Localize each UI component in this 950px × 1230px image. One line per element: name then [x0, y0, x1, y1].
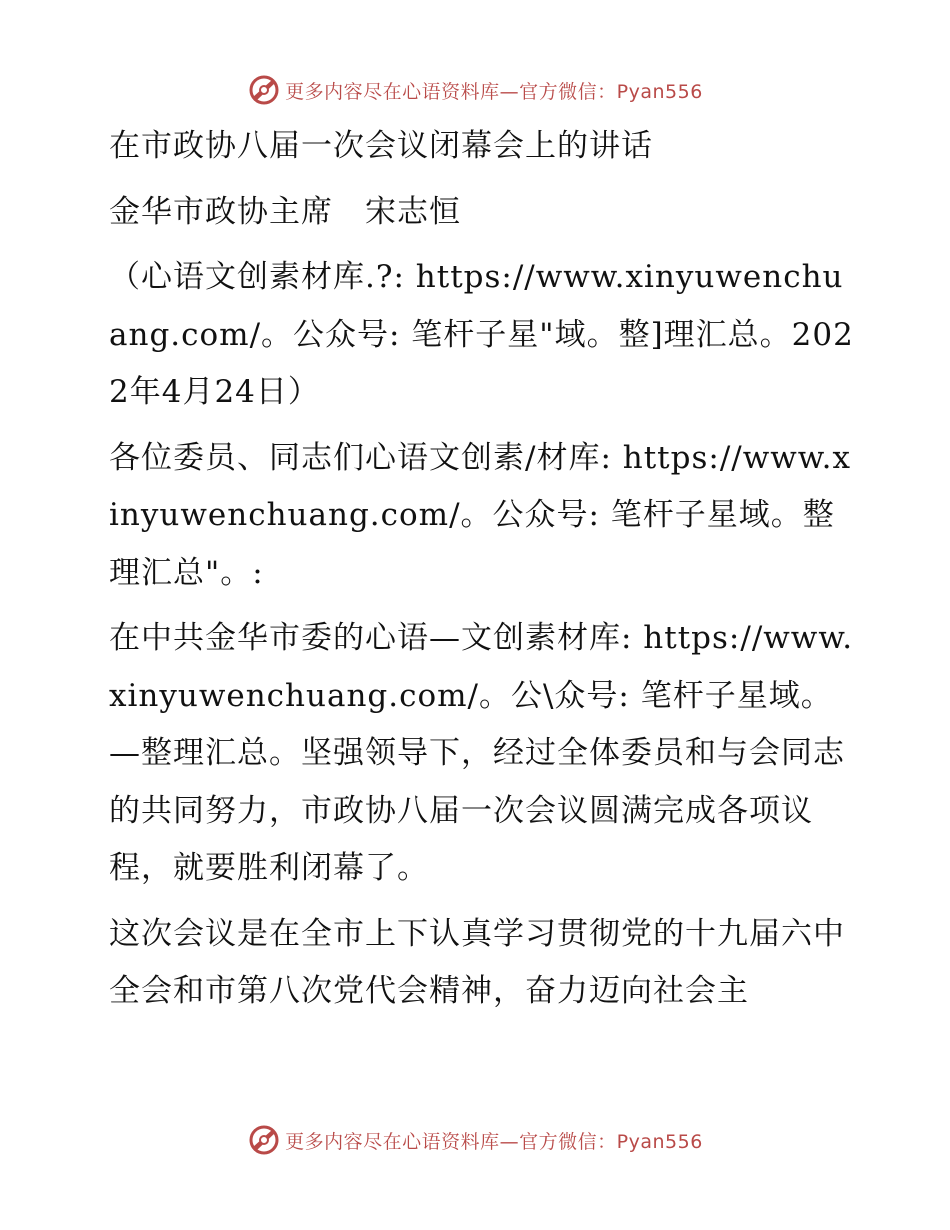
source-note: （心语文创素材库.?: https://www.xinyuwenchuang.com/。公众号: 笔杆子星"域。整]理汇总。2022年4月24日）: [109, 259, 854, 410]
header-banner-text: 更多内容尽在心语资料库—官方微信：Pyan556: [285, 80, 703, 103]
document-body: [97, 118, 857, 1029]
header-watermark-banner: [0, 70, 950, 110]
paragraph-body-1: 在中共金华市委的心语—文创素材库: https://www.xinyuwenchuang.com/。公\众号: 笔杆子星域。—整理汇总。坚强领导下，经过全体委员和与会同志的共同努力，市政协八届一次会议圆满完成各项议程，就要胜利闭幕了。: [109, 620, 854, 886]
document-author: 金华市政协主席 宋志恒: [109, 193, 461, 230]
paragraph-greeting: 各位委员、同志们心语文创素/材库: https://www.xinyuwenchuang.com/。公众号: 笔杆子星域。整理汇总"。:: [109, 439, 851, 591]
footer-banner-text: 更多内容尽在心语资料库—官方微信：Pyan556: [285, 1130, 703, 1153]
footer-watermark-banner: [0, 1120, 950, 1160]
pen-logo-icon: [247, 1123, 281, 1157]
pen-logo-icon: [247, 73, 281, 107]
document-title: 在市政协八届一次会议闭幕会上的讲话: [109, 128, 653, 164]
paragraph-body-2: 这次会议是在全市上下认真学习贯彻党的十九届六中全会和市第八次党代会精神，奋力迈向社会主: [109, 915, 845, 1009]
